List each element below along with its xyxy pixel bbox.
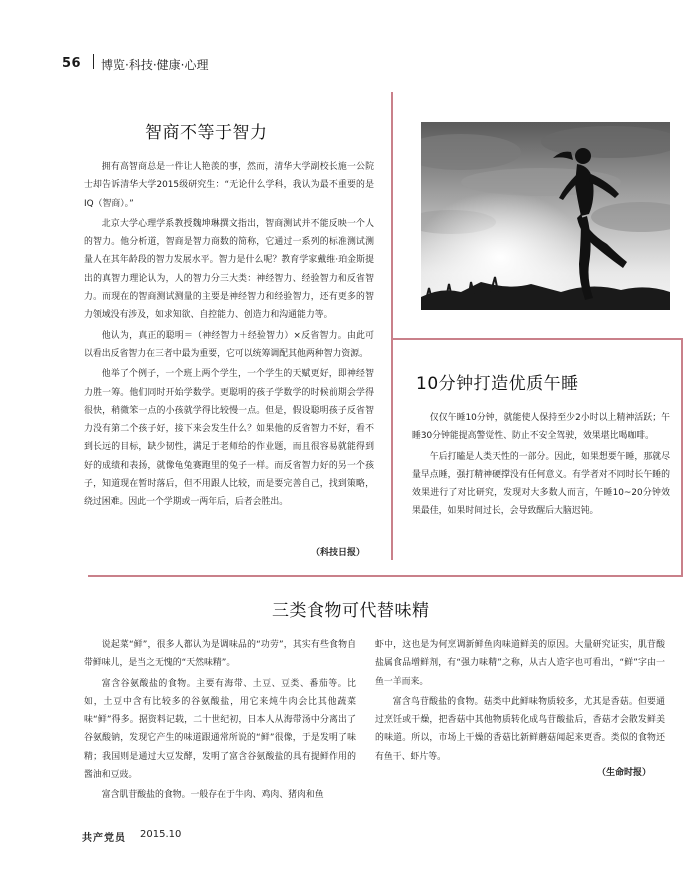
header-divider bbox=[93, 54, 94, 69]
page-number: 56 bbox=[62, 56, 82, 71]
paragraph: 他举了个例子，一个班上两个学生，一个学生的天赋更好，即神经智力胜一筹。他们同时开始学数学。更聪明的孩子学数学的时候前期会学得很快，稍微笨一点的小孩就学得比较慢一点。但是，假设聪明孩子反省智力没有第二个孩子好，接下来会发生什么？如果他的反省智力不好，看不到长远的目标，缺少韧性，满足于老师给的作业题，而且很容易就能得到好的成绩和表扬，就像龟兔赛跑里的兔子一样。而反省智力好的另一个孩子，知道现在暂时落后，但不用跟人比较，而是要完善自己，找到策略，绕过困难。因此一个学期或一两年后，后者会胜出。 bbox=[84, 369, 374, 508]
issue-date: 2015.10 bbox=[140, 829, 182, 840]
article-title-nap: 10分钟打造优质午睡 bbox=[416, 374, 579, 394]
paragraph: 虾中，这也是为何烹调新鲜鱼肉味道鲜美的原因。大量研究证实，肌苷酸盐属食品增鲜剂，有“强力味精”之称，从古人造字也可看出，“鲜”字由一鱼一羊而来。 bbox=[375, 640, 665, 687]
article-body-iq bbox=[84, 158, 374, 512]
article-title-iq: 智商不等于智力 bbox=[145, 123, 268, 143]
article-body-nap bbox=[412, 409, 670, 521]
runner-photo bbox=[421, 122, 670, 310]
column-divider-upper bbox=[391, 92, 393, 560]
article-title-msg: 三类食物可代替味精 bbox=[272, 601, 430, 621]
source-credit: （科技日报） bbox=[311, 548, 366, 558]
paragraph: 富含鸟苷酸盐的食物。菇类中此鲜味物质较多，尤其是香菇。但要通过烹饪或干燥，把香菇中其他物质转化成鸟苷酸盐后，香菇才会散发鲜美的味道。所以，市场上干燥的香菇比新鲜蘑菇闻起来更香。类似的食物还有鱼干、虾片等。 bbox=[375, 696, 665, 762]
article-body-msg-left bbox=[84, 636, 356, 805]
magazine-logo: 共产党员 bbox=[82, 833, 126, 844]
paragraph: 富含谷氨酸盐的食物。主要有海带、土豆、豆类、番茄等。比如，土豆中含有比较多的谷氨酸盐，用它来炖牛肉会比其他蔬菜味“鲜”得多。据资料记载，二十世纪初，日本人从海带汤中分离出了谷氨酸钠，发现它产生的味道跟通常所说的“鲜”很像，于是发明了味精；我国则是通过大豆发酵，发明了富含谷氨酸盐的具有提鲜作用的酱油和豆豉。 bbox=[84, 678, 356, 781]
paragraph: 拥有高智商总是一件让人艳羡的事，然而，清华大学副校长施一公院士却告诉清华大学2015级研究生：“无论什么学科，我认为最不重要的是IQ（智商）。” bbox=[84, 162, 374, 209]
section-rule-full bbox=[88, 575, 683, 577]
paragraph: 他认为，真正的聪明＝（神经智力＋经验智力）×反省智力。由此可以看出反省智力在三者中最为重要，它可以统筹调配其他两种智力资源。 bbox=[84, 330, 374, 359]
section-title: 博览·科技·健康·心理 bbox=[101, 58, 209, 72]
paragraph: 北京大学心理学系教授魏坤琳撰文指出，智商测试并不能反映一个人的智力。他分析道，智商是智力商数的简称，它通过一系列的标准测试测量人在其年龄段的智力发展水平。智力是什么呢？教育学家戴维·珀金斯提出的真智力理论认为，人的智力分三大类：神经智力、经验智力和反省智力。而现在的智商测试测量的主要是神经智力和经验智力，还有更多的智力领域没有涉及，如求知欲、自控能力、创造力和沟通能力等。 bbox=[84, 218, 374, 321]
column-divider-right bbox=[681, 338, 683, 575]
source-credit: （生命时报） bbox=[597, 768, 652, 778]
paragraph: 说起菜“鲜”，很多人都认为是调味品的“功劳”，其实有些食物自带鲜味儿，是当之无愧的“天然味精”。 bbox=[84, 640, 356, 669]
article-body-msg-right bbox=[375, 636, 665, 766]
paragraph: 富含肌苷酸盐的食物。一般存在于牛肉、鸡肉、猪肉和鱼 bbox=[101, 790, 324, 801]
paragraph: 仅仅午睡10分钟，就能使人保持至少2小时以上精神活跃；午睡30分钟能提高警觉性、防止不安全驾驶，效果堪比喝咖啡。 bbox=[412, 413, 670, 442]
paragraph: 午后打瞌是人类天性的一部分。因此，如果想要午睡，那就尽量早点睡，强打精神硬撑没有任何意义。有学者对不同时长午睡的效果进行了对比研究，发现对大多数人而言，午睡10~20分钟效果最佳，如果时间过长，会导致醒后大脑迟钝。 bbox=[412, 451, 670, 517]
runner-silhouette-icon bbox=[421, 122, 670, 310]
section-rule-right bbox=[391, 338, 683, 340]
